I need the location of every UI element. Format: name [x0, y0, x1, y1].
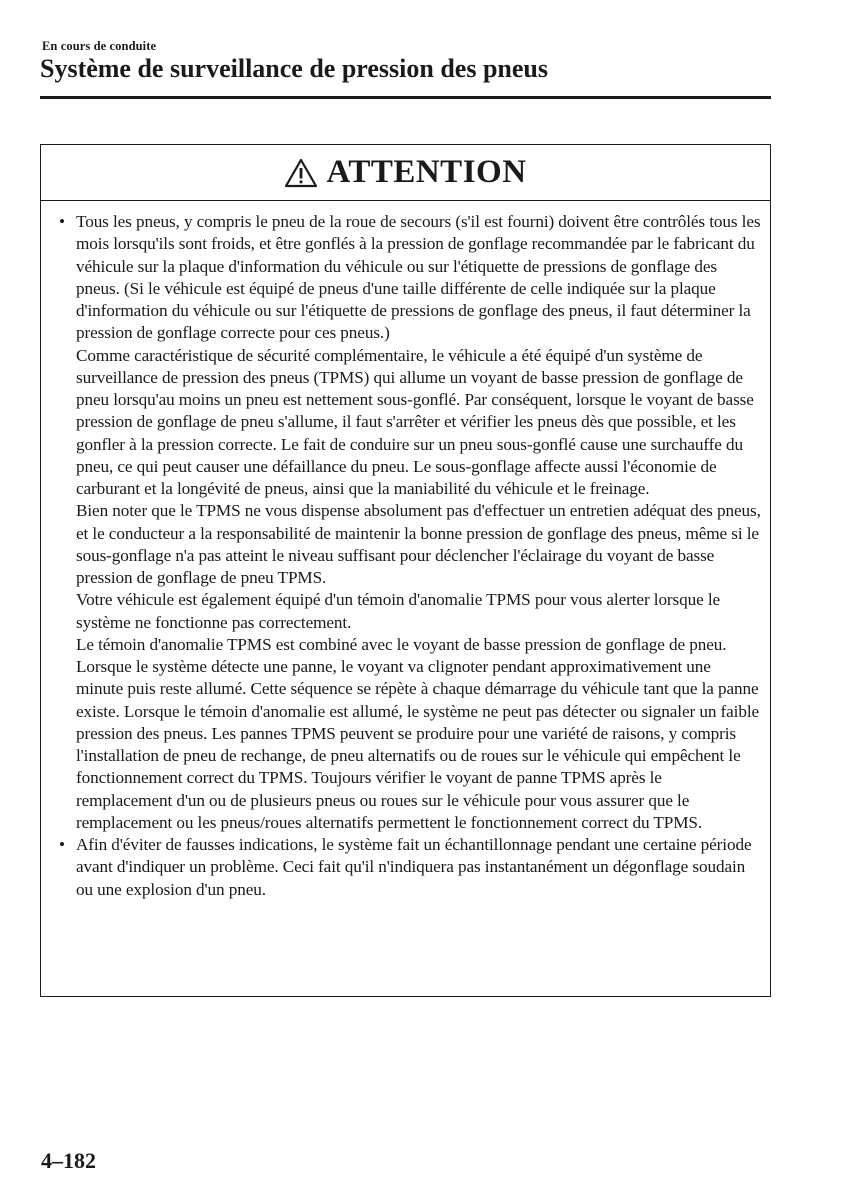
paragraph: Tous les pneus, y compris le pneu de la roue de secours (s'il est fourni) doivent être contrôlés tous les mois lorsqu'ils sont froids, et être gonflés à la pression de gonflage recommandée par le fabricant du véhicule sur la plaque d'information du véhicule ou sur l'étiquette de pressions de gonflage des pneus. (Si le véhicule est équipé de pneus d'une taille différente de celle indiquée sur la plaque d'information du véhicule ou sur l'étiquette de pressions de gonflage des pneus, il faut déterminer la pression de gonflage correcte pour ces pneus.) — [76, 212, 761, 343]
attention-body — [57, 211, 761, 901]
paragraph: Afin d'éviter de fausses indications, le système fait un échantillonnage pendant une certaine période avant d'indiquer un problème. Ceci fait qu'il n'indiquera pas instantanément un dégonflage soudain ou une explosion d'un pneu. — [76, 835, 752, 899]
paragraph: Le témoin d'anomalie TPMS est combiné avec le voyant de basse pression de gonflage de pneu. Lorsque le système détecte une panne, le voyant va clignoter pendant approximativement une minute puis reste allumé. Cette séquence se répète à chaque démarrage du véhicule tant que la panne existe. Lorsque le témoin d'anomalie est allumé, le système ne peut pas détecter ou signaler un faible pression des pneus. Les pannes TPMS peuvent se produire pour une variété de raisons, y compris l'installation de pneu de rechange, de pneu alternatifs ou de roues sur le véhicule qui empêchent le fonctionnement correct du TPMS. Toujours vérifier le voyant de panne TPMS après le remplacement d'un ou de plusieurs pneus ou roues sur le véhicule pour vous assurer que le remplacement ou les pneus/roues alternatifs permettent le fonctionnement correct du TPMS. — [76, 634, 760, 832]
paragraph: Votre véhicule est également équipé d'un témoin d'anomalie TPMS pour vous alerter lorsque le système ne fonctionne pas correctement. — [76, 590, 721, 632]
section-label: En cours de conduite — [42, 39, 157, 53]
warning-triangle-icon — [284, 158, 318, 188]
bullet-item — [57, 834, 761, 901]
title-rule — [40, 96, 771, 99]
paragraph: Comme caractéristique de sécurité complémentaire, le véhicule a été équipé d'un système de surveillance de pression des pneus (TPMS) qui allume un voyant de basse pression de gonflage de pneu lorsqu'au moins un pneu est nettement sous-gonflé. Par conséquent, lorsque le voyant de basse pression de gonflage de pneu s'allume, il faut s'arrêter et vérifier les pneus dès que possible, et les gonfler à la pression correcte. Le fait de conduire sur un pneu sous-gonflé cause une surchauffe du pneu, ce qui peut causer une défaillance du pneu. Le sous-gonflage affecte aussi l'économie de carburant et la longévité de pneus, ainsi que la maniabilité du véhicule et le freinage. — [76, 345, 754, 498]
bullet-item — [57, 211, 761, 834]
paragraph: Bien noter que le TPMS ne vous dispense absolument pas d'effectuer un entretien adéquat des pneus, et le conducteur a la responsabilité de maintenir la bonne pression de gonflage des pneus, même si le sous-gonflage n'a pas atteint le niveau suffisant pour déclencher l'éclairage du voyant de basse pression de gonflage de pneu TPMS. — [76, 501, 761, 587]
attention-title: ATTENTION — [326, 154, 527, 190]
attention-box — [40, 144, 771, 997]
page-number: 4–182 — [41, 1148, 96, 1173]
attention-header — [41, 145, 770, 201]
page-title: Système de surveillance de pression des pneus — [40, 54, 548, 83]
bullet-icon: • — [59, 835, 66, 854]
bullet-icon: • — [59, 212, 66, 231]
